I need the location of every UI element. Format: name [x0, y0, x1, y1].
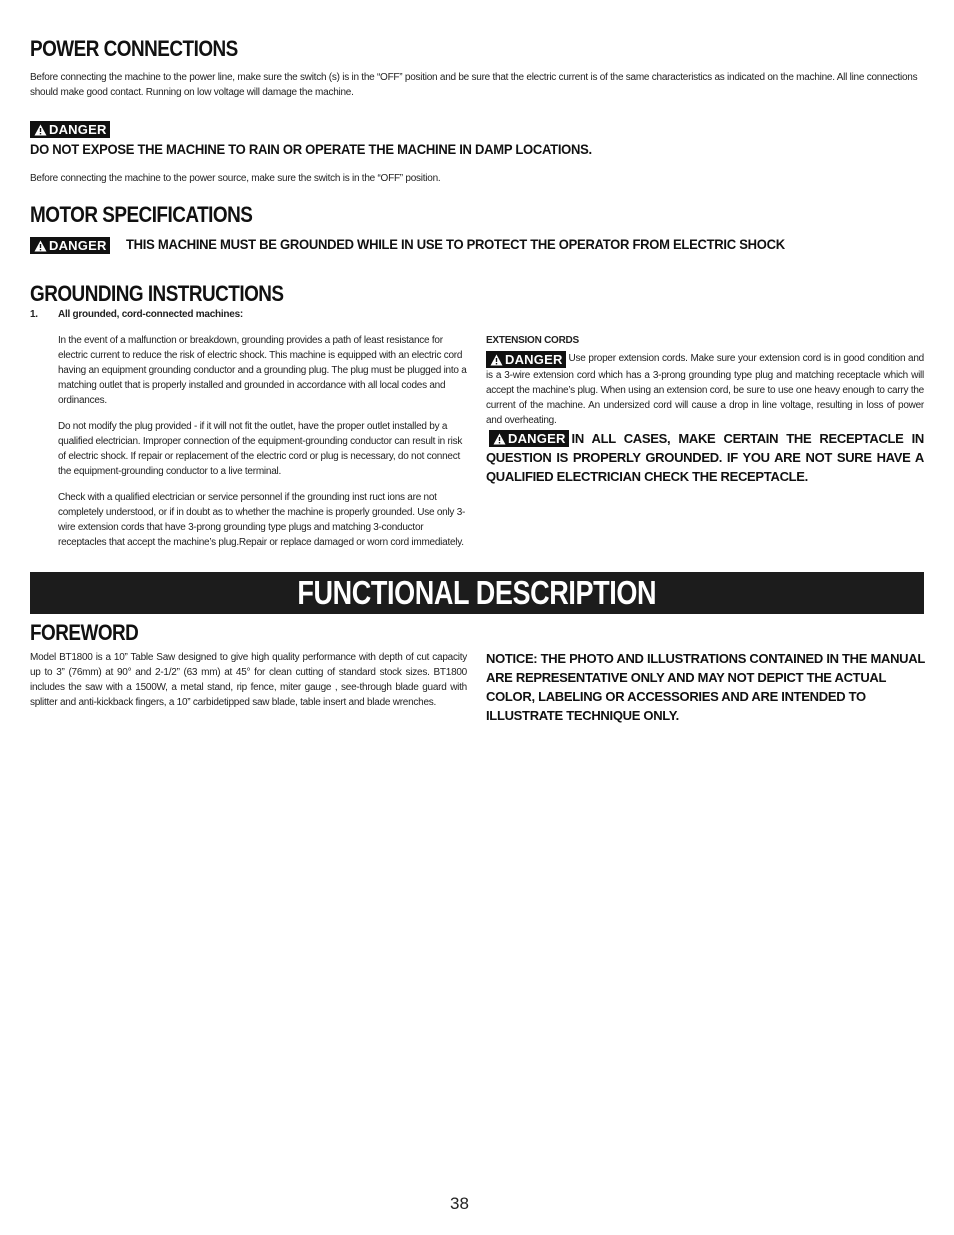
grounding-item-number: 1.	[30, 309, 38, 320]
motor-specifications-heading: MOTOR SPECIFICATIONS	[30, 202, 253, 227]
warning-triangle-icon	[493, 433, 506, 445]
danger-badge-power	[30, 121, 110, 138]
extension-danger-block	[486, 429, 924, 486]
extension-cords-body: Use proper extension cords. Make sure your extension cord is in good condition and is a 3-wire extension cord which has a 3-prong grounding type plug and matching receptacle which will accept the machine’s plug. When using an extension cord, be sure to use one heavy enough to carry the current of the machine. An undersized cord will cause a drop in line voltage, resulting in loss of power and overheating.	[486, 353, 924, 426]
foreword-text: Model BT1800 is a 10” Table Saw designed to give high quality performance with depth of cut capacity up to 3” (76mm) at 90° and 2-1/2” (63 mm) at 45° for clean cutting of standard stock sizes. BT1800 includes the saw with a 1500W, a metal stand, rip fence, miter gauge , see-through blade guard with splitter and anti-kickback fingers, a 10” carbidetipped saw blade, table insert and blade wrenches.	[30, 652, 467, 708]
foreword-notice: NOTICE: THE PHOTO AND ILLUSTRATIONS CONTAINED IN THE MANUAL ARE REPRESENTATIVE ONLY AND MAY NOT DEPICT THE ACTUAL COLOR, LABELING OR ACCESSORIES AND ARE INTENDED TO ILLUSTRATE TECHNIQUE ONLY.	[486, 651, 925, 723]
extension-danger-text: IN ALL CASES, MAKE CERTAIN THE RECEPTACLE IN QUESTION IS PROPERLY GROUNDED. IF YOU ARE NOT SURE HAVE A QUALIFIED ELECTRICIAN CHECK THE RECEPTACLE.	[486, 431, 924, 484]
grounding-para-3: Check with a qualified electrician or service personnel if the grounding inst ruct ions are not completely understood, or if in doubt as to whether the machine is properly grounded. Use only 3-wire extension cords that have 3-prong grounding type plugs and matching 3-conductor receptacles that accept the machine’s plug.Repair or replace damaged or worn cord immediately.	[58, 492, 466, 548]
danger-label: DANGER	[49, 238, 107, 253]
page-number: 38	[450, 1194, 469, 1213]
extension-cords-text	[486, 351, 924, 428]
warning-triangle-icon	[490, 354, 503, 366]
functional-description-banner	[30, 572, 924, 614]
warning-triangle-icon	[34, 240, 47, 252]
warning-triangle-icon	[34, 124, 47, 136]
foreword-heading: FOREWORD	[30, 620, 139, 645]
grounding-para-1: In the event of a malfunction or breakdown, grounding provides a path of least resistance for electric current to reduce the risk of electric shock. This machine is equipped with an electric cord having an equipment grounding conductor and a grounding plug. The plug must be plugged into a matching outlet that is properly installed and grounded in accordance with all local codes and ordinances.	[58, 335, 467, 406]
danger-badge-receptacle	[489, 430, 569, 447]
danger-label: DANGER	[505, 352, 563, 367]
danger-label: DANGER	[49, 122, 107, 137]
danger-badge-motor	[30, 237, 110, 254]
danger-badge-extension	[486, 351, 566, 368]
power-switch-note: Before connecting the machine to the power source, make sure the switch is in the “OFF” position.	[30, 173, 441, 184]
grounding-para-2: Do not modify the plug provided - if it will not fit the outlet, have the proper outlet installed by a qualified electrician. Improper connection of the equipment-grounding conductor can result in risk of electric shock. If repair or replacement of the electric cord or plug is necessary, do not connect the equipment-grounding conductor to a live terminal.	[58, 421, 463, 477]
functional-description-title: FUNCTIONAL DESCRIPTION	[297, 574, 657, 611]
grounding-instructions-heading: GROUNDING INSTRUCTIONS	[30, 281, 284, 306]
grounding-item-title: All grounded, cord-connected machines:	[58, 309, 243, 320]
power-connections-intro: Before connecting the machine to the power line, make sure the switch (s) is in the “OFF” position and be sure that the electric current is of the same characteristics as indicated on the machine. All line connections should make good contact. Running on low voltage will damage the machine.	[30, 72, 918, 98]
power-danger-text: DO NOT EXPOSE THE MACHINE TO RAIN OR OPERATE THE MACHINE IN DAMP LOCATIONS.	[30, 141, 592, 157]
motor-danger-text: THIS MACHINE MUST BE GROUNDED WHILE IN USE TO PROTECT THE OPERATOR FROM ELECTRIC SHOCK	[126, 236, 785, 252]
extension-cords-heading: EXTENSION CORDS	[486, 335, 579, 346]
power-connections-heading: POWER CONNECTIONS	[30, 36, 238, 61]
danger-label: DANGER	[508, 431, 566, 446]
